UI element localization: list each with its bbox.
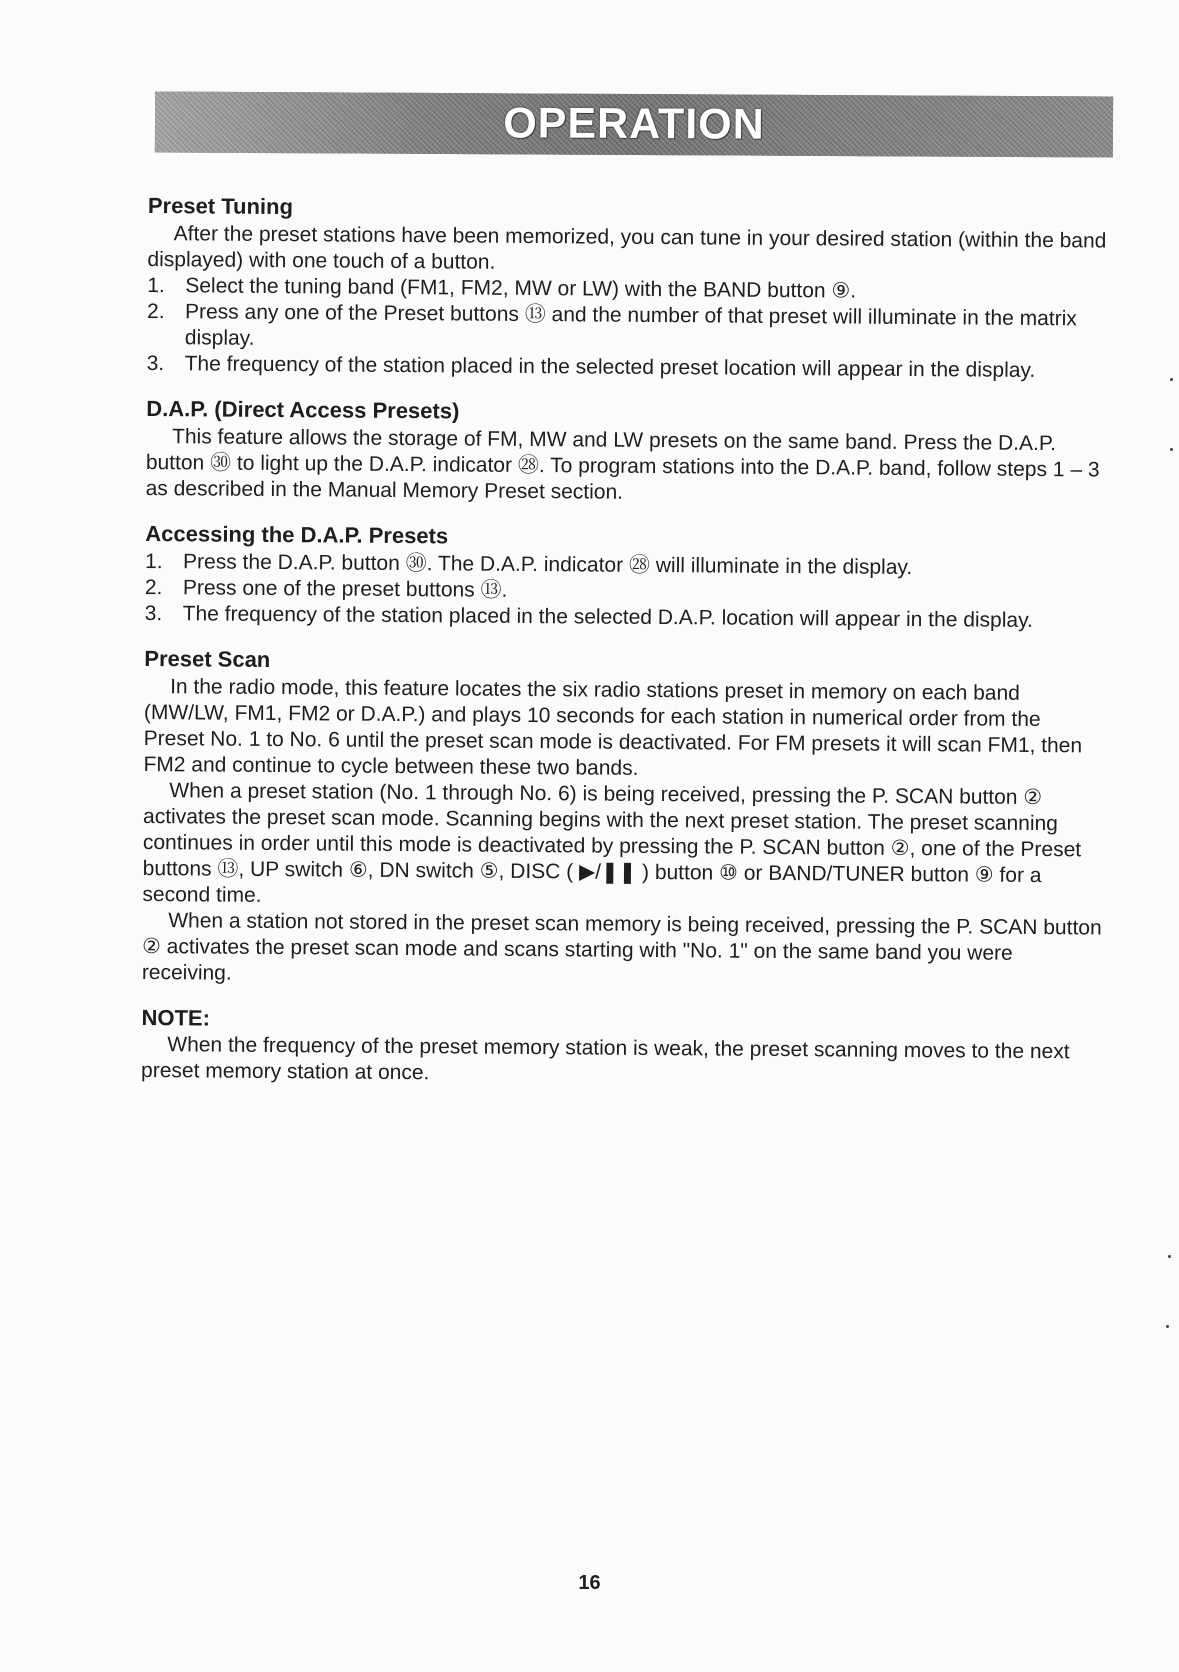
section-intro: This feature allows the storage of FM, MW and LW presets on the same band. Press the D.A.P. button ㉚ to light up the D.A.P. indicator ㉘. To program stations into the D.A.P. band, follow steps 1 – 3 as described in the Manual Memory Preset section. bbox=[145, 425, 1100, 504]
page-number: 16 bbox=[578, 1572, 601, 1594]
manual-content bbox=[141, 192, 1108, 1092]
step-text: Press one of the preset buttons ⑬. bbox=[182, 576, 508, 602]
step-number: 3. bbox=[146, 351, 165, 376]
section-preset-tuning bbox=[147, 192, 1108, 385]
step-number: 3. bbox=[144, 601, 163, 626]
paragraph: When a station not stored in the preset scan memory is being received, pressing the P. SCAN button ② activates the preset scan mode and scans starting with "No. 1" on the same band you were receiving. bbox=[141, 909, 1102, 985]
step-number: 1. bbox=[145, 549, 163, 574]
section-heading: Preset Scan bbox=[144, 645, 271, 672]
paragraph: In the radio mode, this feature locates the six radio stations preset in memory on each band (MW/LW, FM1, FM2 or D.A.P.) and plays 10 seconds for each station in numerical order from the Preset No. 1 to No. 6 until the preset scan mode is deactivated. For FM presets it will scan FM1, then FM2 and continue to cycle between these two bands. bbox=[143, 675, 1083, 780]
speck bbox=[1170, 378, 1173, 381]
speck bbox=[1168, 1255, 1171, 1258]
banner-title: OPERATION bbox=[503, 99, 765, 149]
section-accessing-dap bbox=[145, 520, 1106, 635]
paragraph: When a preset station (No. 1 through No. 6) is being received, pressing the P. SCAN button ② activates the preset scan mode. Scanning begins with the next preset station. The preset scanning continues in order until this mode is deactivated by pressing the P. SCAN button ②, one of the Preset buttons ⑬, UP switch ⑥, DN switch ⑤, DISC ( ▶/❚❚ ) button ⑩ or BAND/TUNER button ⑨ for a second time. bbox=[142, 779, 1082, 907]
step-number: 2. bbox=[146, 299, 165, 324]
section-banner bbox=[155, 91, 1113, 157]
list-item bbox=[147, 299, 1107, 359]
note-text: When the frequency of the preset memory station is weak, the preset scanning moves to the next preset memory station at once. bbox=[141, 1033, 1070, 1085]
section-heading: Preset Tuning bbox=[147, 192, 294, 220]
step-text: Press any one of the Preset buttons ⑬ and the number of that preset will illuminate in the matrix display. bbox=[184, 300, 1077, 350]
steps-list bbox=[147, 273, 1108, 385]
step-text: The frequency of the station placed in the selected preset location will appear in the display. bbox=[184, 352, 1036, 382]
section-intro: After the preset stations have been memorized, you can tune in your desired station (within the band displayed) with one touch of a button. bbox=[147, 222, 1107, 274]
section-preset-scan bbox=[142, 645, 1105, 994]
note-title: NOTE: bbox=[141, 1004, 211, 1031]
step-text: Press the D.A.P. button ㉚. The D.A.P. indicator ㉘ will illuminate in the display. bbox=[183, 550, 913, 580]
speck bbox=[1166, 1325, 1169, 1328]
section-heading: D.A.P. (Direct Access Presets) bbox=[146, 395, 460, 424]
section-dap bbox=[146, 395, 1107, 510]
step-text: Select the tuning band (FM1, FM2, MW or LW) with the BAND button ⑨. bbox=[185, 274, 857, 303]
note-block bbox=[141, 1004, 1102, 1092]
speck bbox=[1170, 448, 1173, 451]
step-number: 1. bbox=[147, 273, 165, 298]
steps-list bbox=[145, 549, 1106, 635]
step-number: 2. bbox=[144, 575, 163, 600]
step-text: The frequency of the station placed in the selected D.A.P. location will appear in the display. bbox=[182, 602, 1033, 632]
section-heading: Accessing the D.A.P. Presets bbox=[145, 520, 449, 549]
